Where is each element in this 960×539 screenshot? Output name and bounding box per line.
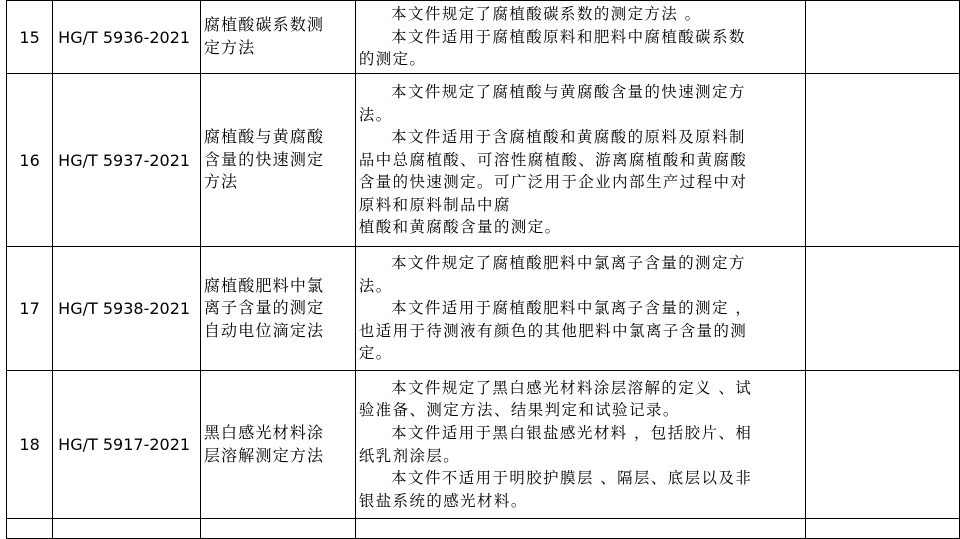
name-line: 黑白感光材料涂: [203, 422, 325, 442]
desc-line: 法。: [358, 105, 393, 124]
name-line: 含量的快速测定: [203, 149, 325, 169]
standard-name: [200, 74, 355, 247]
desc-line: 本文件不适用于明胶护膜层 、隔层、底层以及非: [391, 469, 753, 488]
table-row: [7, 247, 960, 371]
standard-code: HG/T 5938-2021: [53, 247, 201, 371]
desc-line: 定。: [358, 344, 393, 363]
name-line: 腐植酸肥料中氯: [203, 275, 325, 295]
table-row: [7, 371, 960, 519]
remarks-cell: [806, 519, 960, 539]
desc-line: 含量的快速测定。可广泛用于企业内部生产过程中对: [358, 173, 748, 192]
standard-name: [200, 519, 355, 539]
desc-line: 植酸和黄腐酸含量的测定。: [358, 218, 562, 237]
name-line: 方法: [203, 172, 239, 192]
scope-description: [355, 519, 805, 539]
row-number: 18: [7, 371, 53, 519]
standards-table: [6, 0, 960, 539]
name-line: 腐植酸与黄腐酸: [203, 127, 325, 147]
row-number: [7, 519, 53, 539]
table-row: [7, 74, 960, 247]
desc-line: 本文件适用于含腐植酸和黄腐酸的原料及原料制: [391, 128, 746, 147]
desc-line: 本文件适用于黑白银盐感光材料 ，包括胶片、相: [391, 423, 753, 442]
standard-code: HG/T 5917-2021: [53, 371, 201, 519]
remarks-cell: [806, 74, 960, 247]
desc-line: 原料和原料制品中腐: [358, 195, 511, 214]
desc-line: 法。: [358, 276, 393, 295]
scope-description: [355, 74, 805, 247]
remarks-cell: [806, 1, 960, 74]
desc-line: 本文件适用于腐植酸肥料中氯离子含量的测定 ，: [391, 299, 753, 318]
desc-line: 也适用于待测液有颜色的其他肥料中氯离子含量的测: [358, 321, 748, 340]
table-body: [7, 1, 960, 539]
standard-name: [200, 371, 355, 519]
remarks-cell: [806, 247, 960, 371]
name-line: 腐植酸碳系数测: [203, 15, 325, 35]
table-row-partial: [7, 519, 960, 539]
table-row: [7, 1, 960, 74]
standard-code: HG/T 5937-2021: [53, 74, 201, 247]
desc-line: 本文件规定了黑白感光材料涂层溶解的定义 、试: [391, 378, 753, 397]
desc-line: 本文件适用于腐植酸原料和肥料中腐植酸碳系数: [391, 27, 746, 46]
desc-line: 纸乳剂涂层。: [358, 446, 461, 465]
desc-line: 本文件规定了腐植酸碳系数的测定方法 。: [391, 5, 702, 24]
standard-code: [53, 519, 201, 539]
standard-name: [200, 247, 355, 371]
name-line: 定方法: [203, 38, 256, 57]
desc-line: 本文件规定了腐植酸肥料中氯离子含量的测定方: [391, 254, 746, 273]
name-line: 层溶解测定方法: [203, 445, 325, 465]
row-number: 16: [7, 74, 53, 247]
desc-line: 本文件规定了腐植酸与黄腐酸含量的快速测定方: [391, 82, 746, 101]
desc-line: 验准备、测定方法、结果判定和试验记录。: [358, 401, 680, 420]
desc-line: 银盐系统的感光材料。: [358, 491, 528, 510]
scope-description: [355, 371, 805, 519]
scope-description: [355, 1, 805, 74]
remarks-cell: [806, 371, 960, 519]
scope-description: [355, 247, 805, 371]
desc-line: 品中总腐植酸、可溶性腐植酸、游离腐植酸和黄腐酸: [358, 150, 748, 169]
standard-name: [200, 1, 355, 74]
name-line: 自动电位滴定法: [203, 320, 325, 340]
row-number: 15: [7, 1, 53, 74]
row-number: 17: [7, 247, 53, 371]
name-line: 离子含量的测定: [203, 298, 325, 318]
desc-line: 的测定。: [358, 50, 427, 69]
standard-code: HG/T 5936-2021: [53, 1, 201, 74]
